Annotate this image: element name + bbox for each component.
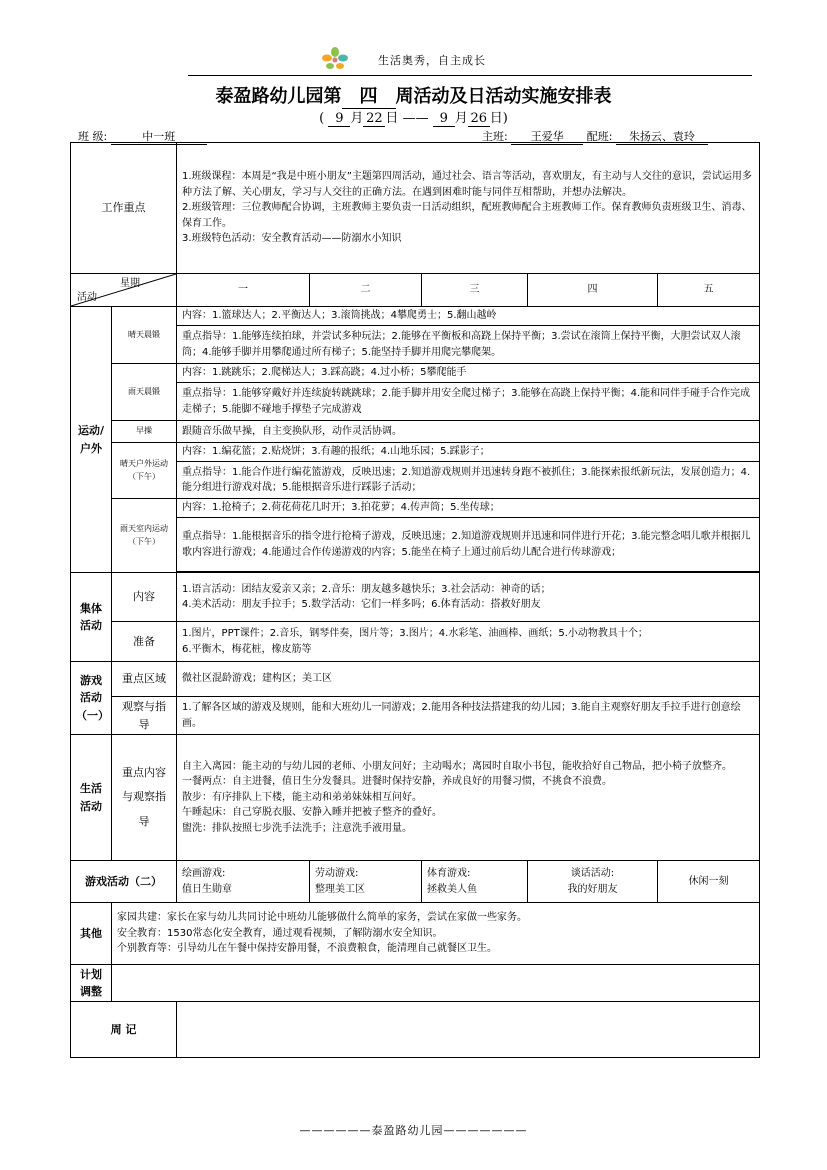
title-suffix: 周活动及日活动实施安排表 [395,86,612,107]
game2-rest: 休闲一刻 [658,861,760,903]
rainy-morning-content: 内容：1.跳跳乐；2.爬梯达人；3.踩高跷；4.过小桥；5攀爬能手 [177,364,760,383]
weekly-label: 周 记 [71,1002,177,1058]
work-focus-label: 工作重点 [71,143,177,274]
weekly-row [71,1002,760,1058]
month-unit-1: 月 [350,111,364,126]
group-content-2: 4.美术活动：朋友手拉手；5.数学活动：它们一样多吗；6.体育活动：搭救好朋友 [182,599,541,610]
end-month: 9 [433,111,455,127]
work-focus-p3: 3.班级特色活动：安全教育活动——防溺水小知识 [182,233,402,245]
life-row [71,735,760,861]
life-label: 生活活动 [71,735,112,861]
rainy-morning-guide: 重点指导：1.能够穿戴好并连续旋转跳跳球；2.能手脚并用安全爬过梯子；3.能够在高跷上保持平衡；4.能和同伴手碰手合作完成走梯子；5.能脚不碰地手撑垫子完成游戏 [177,383,760,421]
game1-area-content: 微社区混龄游戏；建构区；美工区 [177,662,760,697]
date-separator: —— [402,111,429,126]
group-content-row [71,573,760,622]
game2-type-1: 绘画游戏: [182,868,226,879]
footer: ——————泰盈路幼儿园——————— [299,1124,528,1137]
group-prep-2: 6.平衡木，梅花桩，橡皮筋等 [182,643,312,655]
pm-sunny-content: 内容：1.编花篮；2.贴烧饼；3.有趣的报纸；4.山地乐园；5.踩影子； [177,443,760,462]
life-line-4: 午睡起床：自己穿脱衣服、安静入睡并把被子整齐的叠好。 [182,807,442,819]
pm-sunny-content-row [71,443,760,462]
start-month: 9 [328,111,350,127]
start-day: 22 [363,111,385,127]
weekday-corner-cell [71,274,177,307]
game2-type-2: 劳动游戏: [315,868,359,879]
paren-close: ) [502,111,508,126]
sunny-morning-label: 晴天晨锻 [112,307,177,364]
group-prep-1: 1.图片，PPT课件；2.音乐，钢琴伴奏，图片等；3.图片；4.水彩笔、油画棒、画纸；5.小动物教具十个； [182,628,648,639]
group-prep-label: 准备 [112,622,177,662]
game1-obs-content: 1.了解各区域的游戏及规则，能和大班幼儿一同游戏；2.能用各种技法搭建我的幼儿园；3.能自主观察好朋友手拉手进行创意绘画。 [177,697,760,735]
other-content [112,903,760,965]
plan-row [71,965,760,1002]
game2-item-3 [422,861,528,903]
game1-area-label: 重点区域 [112,662,177,697]
game2-label: 游戏活动（二） [71,861,177,903]
header-rule [188,75,752,76]
page-title [0,82,827,109]
kindergarten-logo [320,46,350,72]
pm-sunny-guide: 重点指导：1.能合作进行编花篮游戏，反映迅速；2.知道游戏规则并迅速转身跑不被抓住；3.能探索报纸新玩法，发展创造力；4.能分组进行游戏对战；5.能根据音乐进行踩影子活动； [177,462,760,499]
corner-weekday-label: 星期 [120,278,140,289]
sunny-morning-guide: 重点指导：1.能够连续拍球，并尝试多种玩法；2.能够在平衡板和高跷上保持平衡；3.尝试在滚筒上保持平衡，大胆尝试双人滚筒；4.能够手脚并用攀爬通过所有梯子；5.能坚持手脚并用爬完攀爬架。 [177,326,760,364]
exercise-row [71,421,760,443]
game2-name-2: 整理美工区 [315,883,365,895]
game2-row [71,861,760,903]
work-focus-p2: 2.班级管理：三位教师配合协调，主班教师主要负责一日活动组织，配班教师配合主班教师工作。保育教师负责班级卫生、消毒、保育工作。 [182,202,752,229]
month-unit-2: 月 [454,111,468,126]
game2-name-4: 我的好朋友 [567,883,618,895]
schedule-table [70,142,760,1058]
weekly-content [177,1002,760,1058]
group-content-1: 1.语言活动：团结友爱亲又亲；2.音乐：朋友越多越快乐；3.社会活动：神奇的话； [182,583,551,595]
sports-label: 运动/户外 [71,307,112,573]
end-day: 26 [468,111,490,127]
day-wednesday: 三 [422,274,528,307]
day-friday: 五 [658,274,760,307]
life-line-5: 盥洗：排队按照七步洗手法洗手；注意洗手液用量。 [182,822,412,834]
life-line-2: 一餐两点：自主进餐，值日生分发餐具。进餐时保持安静，养成良好的用餐习惯，不挑食不浪费。 [182,776,612,788]
other-line-1: 家园共建：家长在家与幼儿共同讨论中班幼儿能够做什么简单的家务，尝试在家做一些家务。 [117,912,527,924]
day-monday: 一 [177,274,310,307]
game2-item-4 [528,861,658,903]
day-unit-2: 日 [489,111,503,126]
game2-name-3: 拯救美人鱼 [427,883,477,895]
other-line-2: 安全教育：1530常态化安全教育，通过观看视频，了解防溺水安全知识。 [117,927,443,939]
rainy-morning-label: 雨天晨锻 [112,364,177,421]
group-label: 集体活动 [71,573,112,662]
assistant-label: 配班: [586,130,613,143]
other-label: 其他 [71,903,112,965]
game2-item-2 [310,861,422,903]
pm-rainy-label: 雨天室内运动（下午） [112,499,177,573]
game2-type-4: 谈话活动: [570,868,615,879]
game2-type-3: 体育游戏: [427,868,471,879]
motto: 生活奥秀，自主成长 [378,54,486,67]
group-prep-row [71,622,760,662]
exercise-label: 早操 [112,421,177,443]
pm-sunny-label: 晴天户外运动（下午） [112,443,177,499]
life-line-1: 自主入离园：能主动的与幼儿园的老师、小朋友问好；主动喝水；离园时自取小书包，能收拾好自己物品，把小椅子放整齐。 [182,760,732,772]
life-line-3: 散步：有序排队上下楼，能主动和弟弟妹妹相互问好。 [182,791,422,803]
work-focus-p1: 1.班级课程：本周是“我是中班小朋友”主题第四周活动，通过社会、语言等活动，喜欢朋友，有主动与人交往的意识，尝试运用多种方法了解、关心朋友，学习与人交往的正确方法。在遇到困难时能与同伴互相帮助，并想办法解决。 [182,171,752,198]
corner-activity-label: 活动 [77,291,97,303]
work-focus-row [71,143,760,274]
pm-rainy-guide: 重点指导：1.能根据音乐的指令进行抢椅子游戏，反映迅速；2.知道游戏规则并迅速和同伴进行开花；3.能完整念唱儿歌并根据儿歌内容进行游戏；4.能通过合作传递游戏的内容；5.能坐在椅子上通过前后幼儿配合进行传球游戏； [177,518,760,572]
game1-label: 游戏活动（一） [71,662,112,735]
other-line-3: 个别教育等：引导幼儿在午餐中保持安静用餐，不浪费粮食，能清理自己就餐区卫生。 [117,943,497,955]
title-prefix: 泰盈路幼儿园第 [215,86,342,107]
plan-content [112,965,760,1002]
date-range [0,107,827,127]
sports-sunny-content-row [71,307,760,326]
game1-obs-label: 观察与指导 [112,697,177,735]
sunny-morning-content: 内容：1.篮球达人；2.平衡达人；3.滚筒挑战；4攀爬勇士；5.翻山越岭 [177,307,760,326]
game1-area-row [71,662,760,697]
plan-label: 计划调整 [71,965,112,1002]
pm-rainy-content-row [71,499,760,518]
day-tuesday: 二 [310,274,422,307]
work-focus-content [177,143,760,274]
pm-rainy-content: 内容：1.抢椅子；2.荷花荷花几时开；3.拍花萝；4.传声筒；5.坐传球； [177,499,760,518]
group-content [177,573,760,622]
life-sub-label: 重点内容与观察指导 [112,735,177,861]
game2-name-1: 值日生勋章 [182,883,232,895]
day-unit-1: 日 [385,111,399,126]
weekday-row [71,274,760,307]
class-label: 班 级: [78,130,108,143]
life-content [177,735,760,861]
sports-rainy-content-row [71,364,760,383]
week-number: 四 [342,82,396,109]
assistant-value: 朱扬云、袁玲 [616,128,708,145]
other-row [71,903,760,965]
group-prep [177,622,760,662]
day-thursday: 四 [528,274,658,307]
group-content-label: 内容 [112,573,177,622]
exercise-content: 跟随音乐做早操，自主变换队形，动作灵活协调。 [177,421,760,443]
game2-item-1 [177,861,310,903]
head-teacher-value: 王爱华 [511,128,583,145]
game1-obs-row [71,697,760,735]
paren-open: ( [319,111,325,126]
head-teacher-label: 主班: [482,130,508,143]
class-value: 中一班 [111,128,207,145]
